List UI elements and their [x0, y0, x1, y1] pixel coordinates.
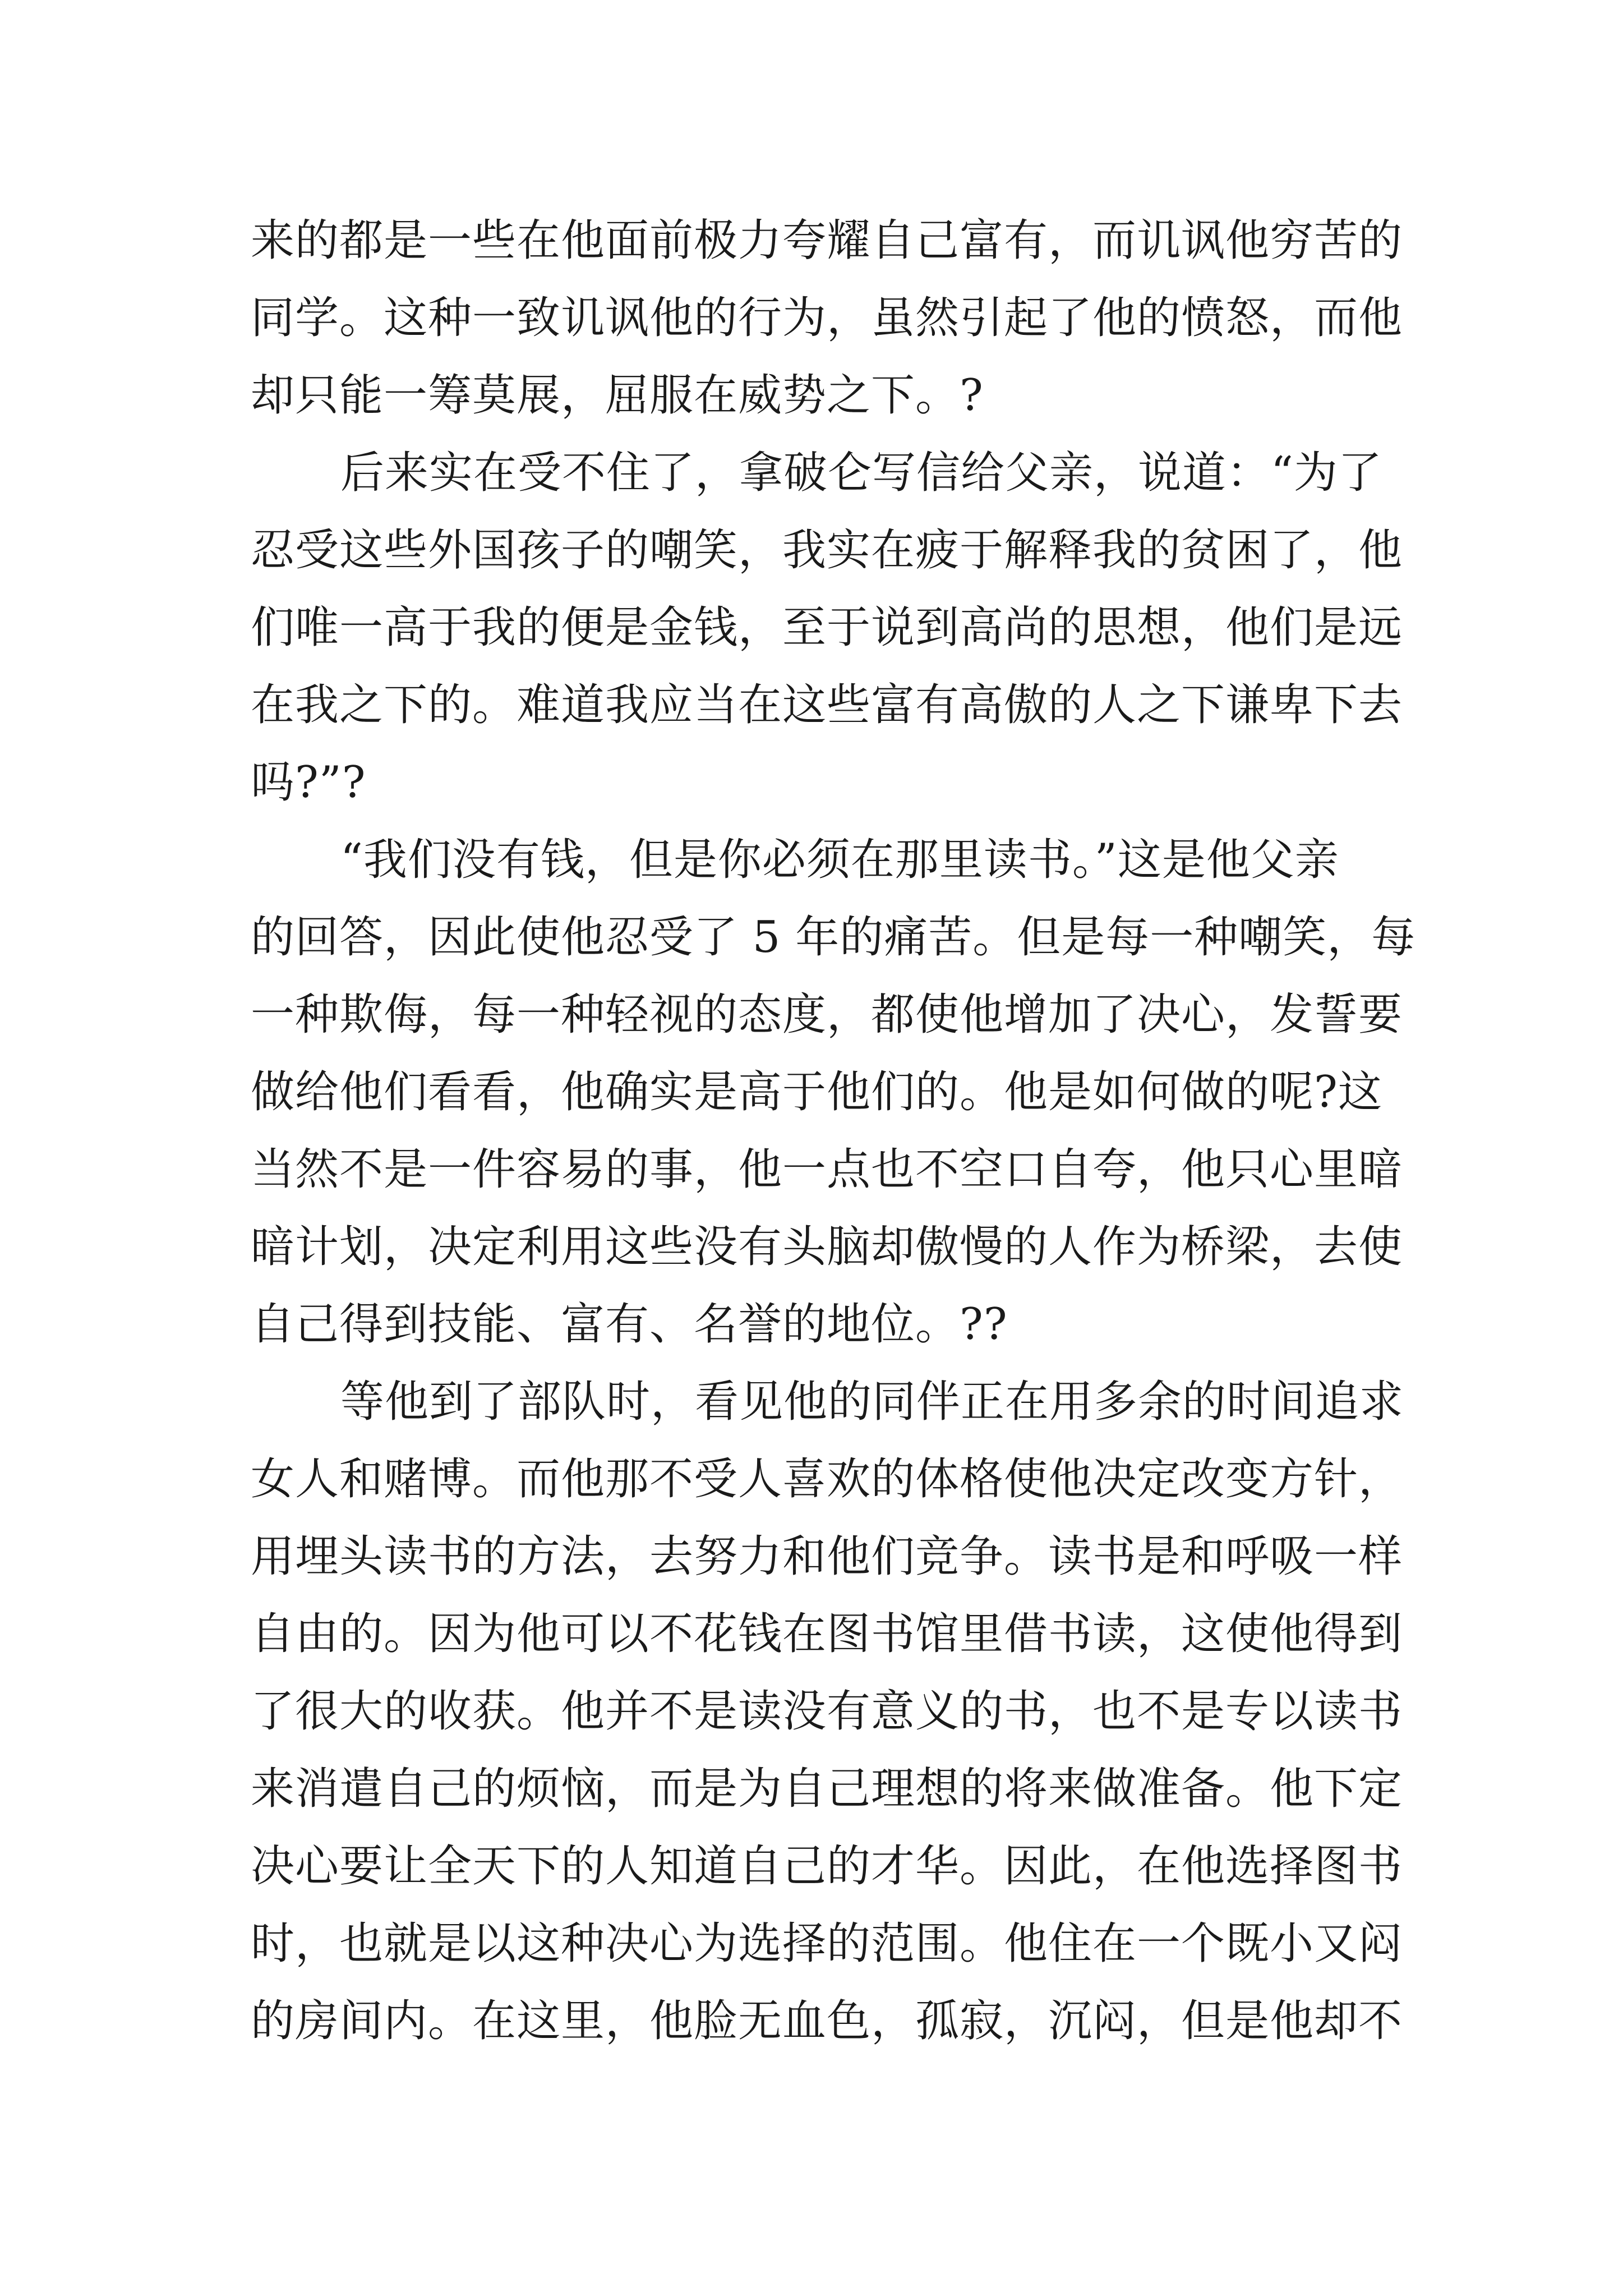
text-line: 来的都是一些在他面前极力夸耀自己富有，而讥讽他穷苦的 — [251, 215, 1403, 266]
paragraph-first-line: “我们没有钱，但是你必须在那里读书。”这是他父亲 — [340, 835, 1339, 885]
text-line: 吗?”? — [251, 757, 366, 808]
text-line: 在我之下的。难道我应当在这些富有高傲的人之下谦卑下去 — [251, 680, 1403, 730]
body-text — [251, 202, 1416, 2060]
text-line: 当然不是一件容易的事，他一点也不空口自夸，他只心里暗 — [251, 1144, 1403, 1195]
text-line: 的房间内。在这里，他脸无血色，孤寂，沉闷，但是他却不 — [251, 1996, 1403, 2046]
text-line: 女人和赌博。而他那不受人喜欢的体格使他决定改变方针， — [251, 1454, 1403, 1504]
paragraph-first-line: 等他到了部队时，看见他的同伴正在用多余的时间追求 — [340, 1377, 1404, 1427]
text-line: 时，也就是以这种决心为选择的范围。他住在一个既小又闷 — [251, 1918, 1403, 1969]
text-line: 来消遣自己的烦恼，而是为自己理想的将来做准备。他下定 — [251, 1764, 1403, 1814]
text-line: 却只能一筹莫展，屈服在威势之下。? — [251, 370, 984, 421]
text-line: 同学。这种一致讥讽他的行为，虽然引起了他的愤怒，而他 — [251, 293, 1403, 343]
text-line: 一种欺侮，每一种轻视的态度，都使他增加了决心，发誓要 — [251, 990, 1403, 1040]
text-line: 做给他们看看，他确实是高于他们的。他是如何做的呢?这 — [251, 1067, 1382, 1117]
text-line: 暗计划，决定利用这些没有头脑却傲慢的人作为桥梁，去使 — [251, 1222, 1403, 1272]
text-line: 决心要让全天下的人知道自己的才华。因此，在他选择图书 — [251, 1841, 1403, 1892]
text-line: 用埋头读书的方法，去努力和他们竞争。读书是和呼吸一样 — [251, 1531, 1403, 1582]
paragraph-first-line: 后来实在受不住了，拿破仑写信给父亲，说道：“为了 — [340, 448, 1382, 498]
text-line: 忍受这些外国孩子的嘲笑，我实在疲于解释我的贫困了，他 — [251, 525, 1403, 576]
text-line: 自己得到技能、富有、名誉的地位。?? — [251, 1299, 1008, 1350]
text-line: 们唯一高于我的便是金钱，至于说到高尚的思想，他们是远 — [251, 602, 1403, 653]
text-line: 的回答，因此使他忍受了 5 年的痛苦。但是每一种嘲笑，每 — [251, 912, 1416, 963]
text-line: 自由的。因为他可以不花钱在图书馆里借书读，这使他得到 — [251, 1609, 1403, 1659]
text-line: 了很大的收获。他并不是读没有意义的书，也不是专以读书 — [251, 1686, 1403, 1737]
